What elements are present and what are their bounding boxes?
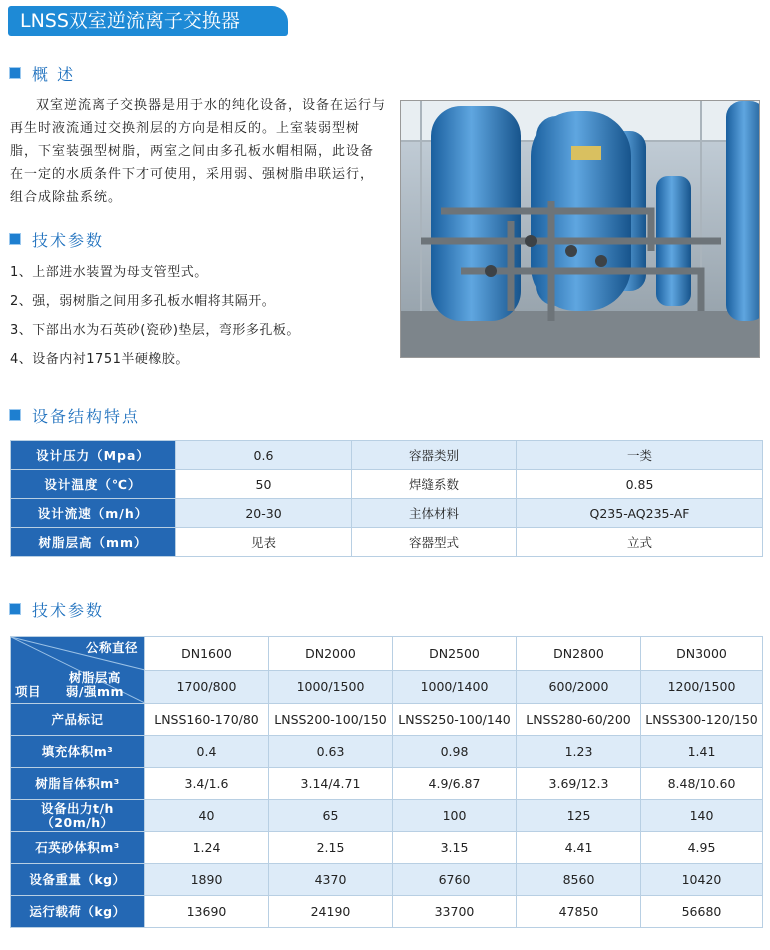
table-cell: 1.41 bbox=[641, 736, 763, 768]
table-cell: Q235-AQ235-AF bbox=[517, 499, 763, 528]
ion-exchanger-photo-illustration bbox=[401, 101, 760, 358]
equipment-photo bbox=[400, 100, 760, 358]
square-bullet-icon bbox=[10, 604, 20, 614]
structure-table bbox=[10, 440, 763, 557]
table-cell: 4.41 bbox=[517, 832, 641, 864]
table-cell: 设计温度（℃） bbox=[11, 470, 176, 499]
table-cell: 见表 bbox=[176, 528, 352, 557]
spec-heading bbox=[10, 598, 104, 620]
table-cell: 8560 bbox=[517, 864, 641, 896]
table-cell: 1700/800 bbox=[145, 670, 269, 704]
corner-label-resin-1: 树脂层高 bbox=[68, 670, 121, 685]
table-cell: 600/2000 bbox=[517, 670, 641, 704]
table-cell: 1890 bbox=[145, 864, 269, 896]
page-title: LNSS双室逆流离子交换器 bbox=[8, 6, 288, 36]
table-cell: 3.14/4.71 bbox=[269, 768, 393, 800]
table-cell: LNSS280-60/200 bbox=[517, 704, 641, 736]
table-row bbox=[11, 441, 763, 470]
table-cell: 13690 bbox=[145, 896, 269, 928]
corner-label-resin bbox=[66, 671, 124, 699]
table-cell: 1000/1500 bbox=[269, 670, 393, 704]
table-cell: 立式 bbox=[517, 528, 763, 557]
table-row bbox=[11, 528, 763, 557]
table-cell: 3.15 bbox=[393, 832, 517, 864]
table-cell: 125 bbox=[517, 800, 641, 832]
table-cell: 4.95 bbox=[641, 832, 763, 864]
table-row bbox=[11, 499, 763, 528]
table-cell: 一类 bbox=[517, 441, 763, 470]
list-item: 1、上部进水装置为母支管型式。 bbox=[10, 265, 208, 280]
table-cell: 6760 bbox=[393, 864, 517, 896]
row-header: 运行载荷（kg） bbox=[11, 896, 145, 928]
corner-label-diameter: 公称直径 bbox=[85, 640, 138, 655]
table-row bbox=[11, 470, 763, 499]
table-cell: 0.63 bbox=[269, 736, 393, 768]
table-row bbox=[11, 637, 763, 671]
table-row bbox=[11, 768, 763, 800]
overview-heading bbox=[10, 62, 75, 84]
table-row bbox=[11, 800, 763, 832]
row-header: 设备重量（kg） bbox=[11, 864, 145, 896]
column-header: DN2500 bbox=[393, 637, 517, 671]
table-cell: 0.85 bbox=[517, 470, 763, 499]
table-cell: 100 bbox=[393, 800, 517, 832]
table-cell: LNSS160-170/80 bbox=[145, 704, 269, 736]
table-row bbox=[11, 896, 763, 928]
row-header: 树脂旨体积m³ bbox=[11, 768, 145, 800]
tech-params-heading bbox=[10, 228, 104, 250]
tech-params-list bbox=[10, 258, 300, 374]
table-cell: 容器型式 bbox=[352, 528, 517, 557]
table-cell: 设计流速（m/h） bbox=[11, 499, 176, 528]
table-cell: 40 bbox=[145, 800, 269, 832]
table-cell: 4.9/6.87 bbox=[393, 768, 517, 800]
table-cell: 1.23 bbox=[517, 736, 641, 768]
table-cell: 3.4/1.6 bbox=[145, 768, 269, 800]
column-header: DN3000 bbox=[641, 637, 763, 671]
structure-heading bbox=[10, 404, 140, 426]
table-cell: 2.15 bbox=[269, 832, 393, 864]
list-item: 2、强，弱树脂之间用多孔板水帽将其隔开。 bbox=[10, 294, 276, 309]
table-cell: 焊缝系数 bbox=[352, 470, 517, 499]
table-cell: 0.98 bbox=[393, 736, 517, 768]
column-header: DN2800 bbox=[517, 637, 641, 671]
table-cell: 0.4 bbox=[145, 736, 269, 768]
spec-heading-text: 技术参数 bbox=[32, 600, 105, 620]
corner-label-item: 项目 bbox=[15, 684, 42, 699]
overview-heading-text: 概 述 bbox=[32, 64, 76, 84]
table-cell: 47850 bbox=[517, 896, 641, 928]
row-header-line2: （20m/h） bbox=[41, 814, 114, 830]
table-cell: 树脂层高（mm） bbox=[11, 528, 176, 557]
column-header: DN1600 bbox=[145, 637, 269, 671]
table-cell: 4370 bbox=[269, 864, 393, 896]
square-bullet-icon bbox=[10, 410, 20, 420]
row-header-line1: 设备出力t/h bbox=[41, 800, 114, 816]
row-header bbox=[11, 800, 145, 832]
square-bullet-icon bbox=[10, 234, 20, 244]
structure-heading-text: 设备结构特点 bbox=[32, 406, 141, 426]
spec-corner-header bbox=[11, 637, 145, 704]
table-cell: 1000/1400 bbox=[393, 670, 517, 704]
table-cell: 24190 bbox=[269, 896, 393, 928]
table-cell: 8.48/10.60 bbox=[641, 768, 763, 800]
table-cell: 10420 bbox=[641, 864, 763, 896]
row-header: 产品标记 bbox=[11, 704, 145, 736]
list-item: 4、设备内衬1751半硬橡胶。 bbox=[10, 352, 189, 367]
table-cell: 容器类别 bbox=[352, 441, 517, 470]
table-cell: 56680 bbox=[641, 896, 763, 928]
table-row bbox=[11, 864, 763, 896]
table-cell: 1.24 bbox=[145, 832, 269, 864]
overview-text: 双室逆流离子交换器是用于水的纯化设备，设备在运行与再生时液流通过交换剂层的方向是相反的。上室装弱型树脂，下室装强型树脂，两室之间由多孔板水帽相隔，此设备在一定的水质条件下才可使用，采用弱、强树脂串联运行，组合成除盐系统。 bbox=[10, 98, 387, 205]
column-header: DN2000 bbox=[269, 637, 393, 671]
spec-table bbox=[10, 636, 763, 928]
table-cell: 3.69/12.3 bbox=[517, 768, 641, 800]
table-cell: 0.6 bbox=[176, 441, 352, 470]
table-row bbox=[11, 704, 763, 736]
table-cell: 50 bbox=[176, 470, 352, 499]
table-cell: 设计压力（Mpa） bbox=[11, 441, 176, 470]
table-row bbox=[11, 832, 763, 864]
table-cell: 1200/1500 bbox=[641, 670, 763, 704]
square-bullet-icon bbox=[10, 68, 20, 78]
row-header: 石英砂体积m³ bbox=[11, 832, 145, 864]
table-cell: LNSS250-100/140 bbox=[393, 704, 517, 736]
tech-params-heading-text: 技术参数 bbox=[32, 230, 105, 250]
row-header: 填充体积m³ bbox=[11, 736, 145, 768]
table-cell: 20-30 bbox=[176, 499, 352, 528]
table-cell: 33700 bbox=[393, 896, 517, 928]
table-cell: LNSS300-120/150 bbox=[641, 704, 763, 736]
table-row bbox=[11, 736, 763, 768]
table-cell: 主体材料 bbox=[352, 499, 517, 528]
corner-label-resin-2: 弱/强mm bbox=[65, 684, 124, 699]
table-cell: 65 bbox=[269, 800, 393, 832]
table-cell: 140 bbox=[641, 800, 763, 832]
table-cell: LNSS200-100/150 bbox=[269, 704, 393, 736]
list-item: 3、下部出水为石英砂(瓷砂)垫层，弯形多孔板。 bbox=[10, 323, 300, 338]
